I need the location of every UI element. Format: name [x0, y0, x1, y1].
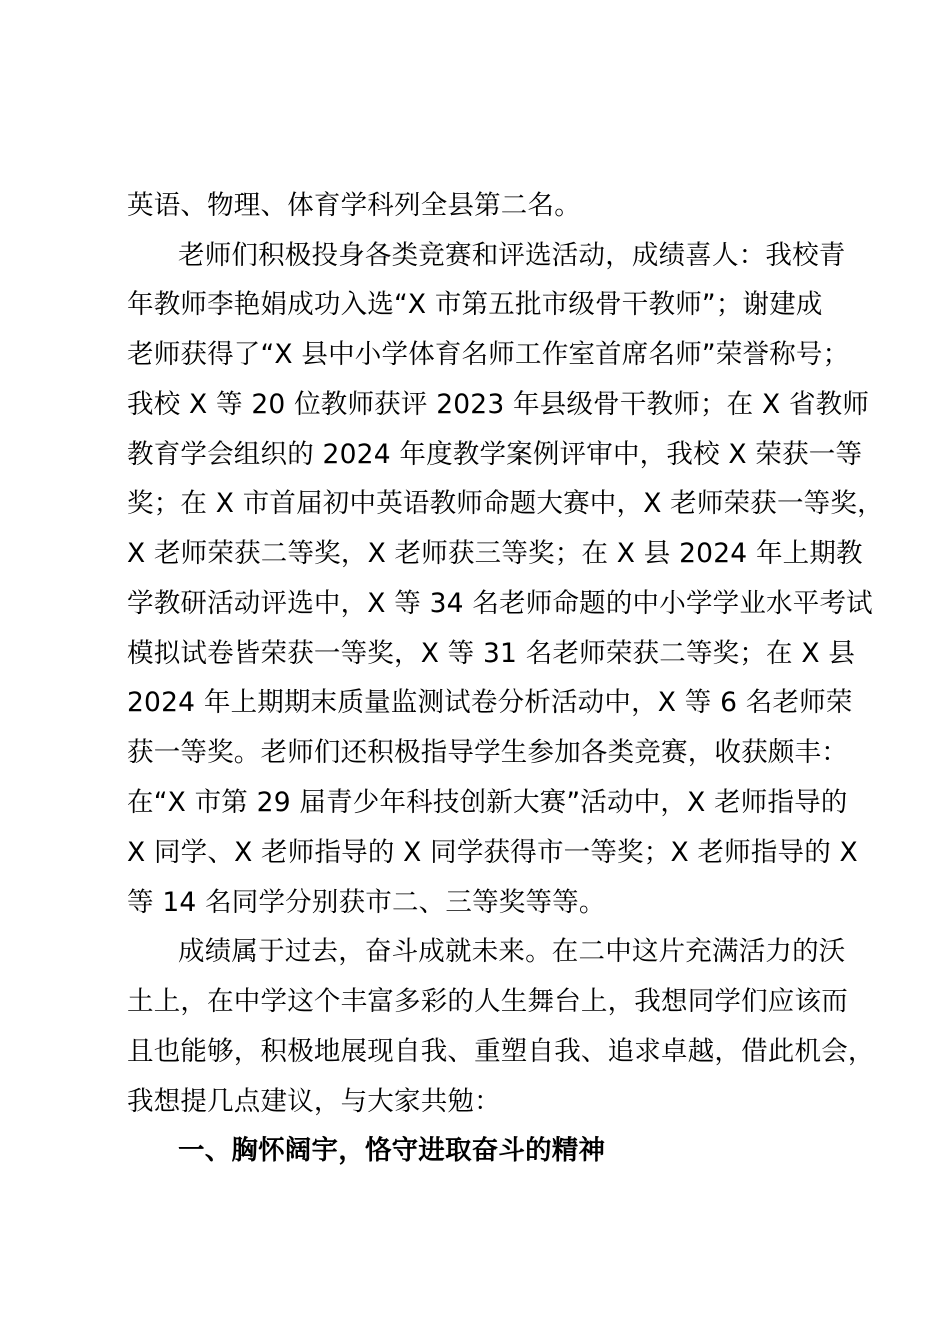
- paragraph-first-line: 成绩属于过去，奋斗成就未来。在二中这片充满活力的沃: [178, 936, 846, 967]
- body-text-line: 我校 X 等 20 位教师获评 2023 年县级骨干教师；在 X 省教师: [127, 389, 870, 420]
- body-text-line: 模拟试卷皆荣获一等奖，X 等 31 名老师荣获二等奖；在 X 县: [127, 638, 856, 669]
- body-text-line: 年教师李艳娟成功入选“X 市第五批市级骨干教师”；谢建成: [127, 289, 823, 320]
- body-text-line: 我想提几点建议，与大家共勉：: [127, 1086, 501, 1117]
- body-text-line: 教育学会组织的 2024 年度教学案例评审中，我校 X 荣获一等: [127, 439, 863, 470]
- body-text-line: 在“X 市第 29 届青少年科技创新大赛”活动中，X 老师指导的: [127, 787, 848, 818]
- body-text-line: X 老师荣获二等奖，X 老师获三等奖；在 X 县 2024 年上期教: [127, 538, 863, 569]
- body-text-line: 土上，在中学这个丰富多彩的人生舞台上，我想同学们应该而: [127, 986, 848, 1017]
- body-text-line: X 同学、X 老师指导的 X 同学获得市一等奖；X 老师指导的 X: [127, 837, 858, 868]
- section-heading: 一、胸怀阔宇，恪守进取奋斗的精神: [178, 1135, 606, 1166]
- body-text-line: 等 14 名同学分别获市二、三等奖等等。: [127, 887, 606, 918]
- body-text-line: 奖；在 X 市首届初中英语教师命题大赛中，X 老师荣获一等奖，: [127, 488, 884, 519]
- body-text-line: 且也能够，积极地展现自我、重塑自我、追求卓越，借此机会，: [127, 1036, 875, 1067]
- body-text-line: 老师获得了“X 县中小学体育名师工作室首席名师”荣誉称号；: [127, 339, 850, 370]
- body-text-line: 学教研活动评选中，X 等 34 名老师命题的中小学学业水平考试: [127, 588, 873, 619]
- body-text-line: 2024 年上期期末质量监测试卷分析活动中，X 等 6 名老师荣: [127, 687, 853, 718]
- body-text-line: 英语、物理、体育学科列全县第二名。: [127, 190, 581, 221]
- paragraph-first-line: 老师们积极投身各类竞赛和评选活动，成绩喜人：我校青: [178, 240, 846, 271]
- body-text-line: 获一等奖。老师们还积极指导学生参加各类竞赛，收获颇丰：: [127, 737, 848, 768]
